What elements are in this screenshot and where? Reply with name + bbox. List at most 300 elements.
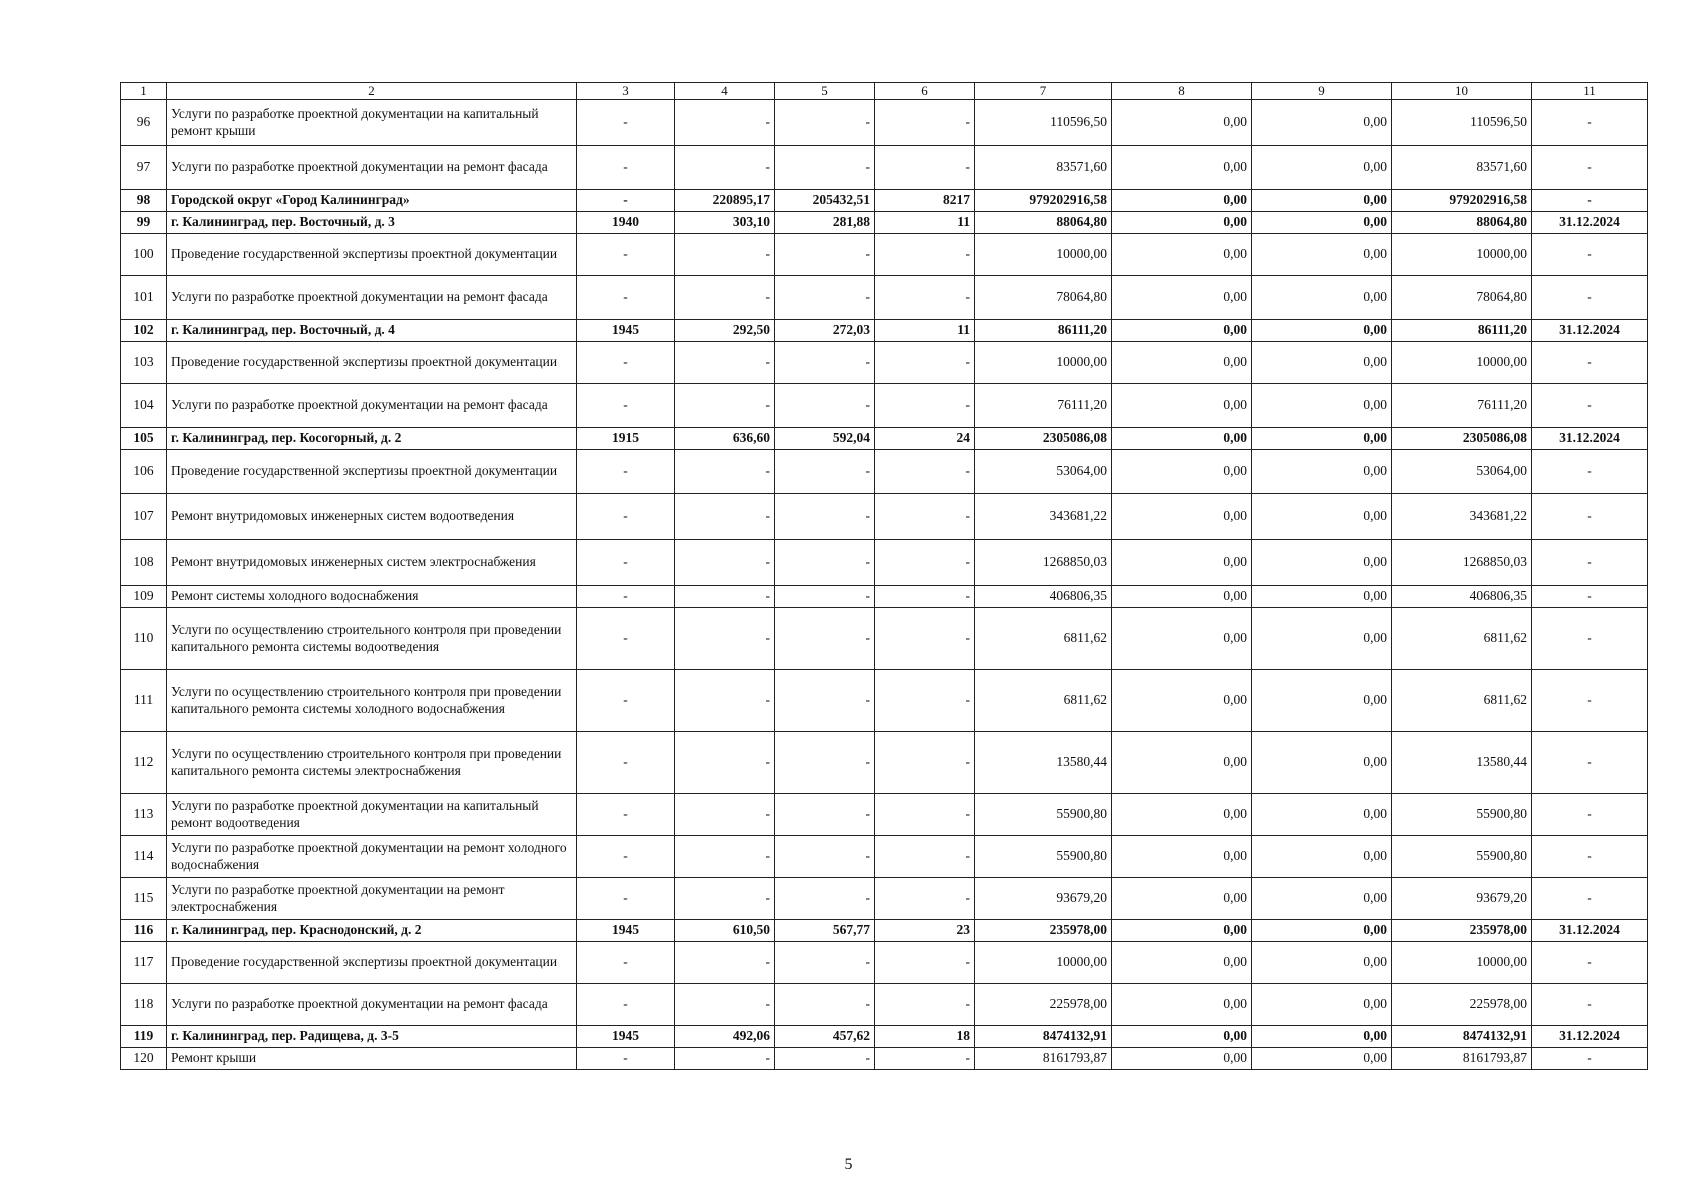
residents-count-cell: - bbox=[875, 586, 975, 608]
house-total-row bbox=[121, 320, 1648, 342]
completion-date-cell: - bbox=[1532, 540, 1648, 586]
residents-count-cell: - bbox=[875, 1048, 975, 1070]
column-8-amount-cell: 0,00 bbox=[1112, 428, 1252, 450]
commissioning-year-cell: - bbox=[577, 732, 675, 794]
commissioning-year-cell: - bbox=[577, 608, 675, 670]
work-name-cell: Услуги по осуществлению строительного контроля при проведении капитального ремонта системы холодного водоснабжения bbox=[167, 670, 577, 732]
work-name-cell: Проведение государственной экспертизы проектной документации bbox=[167, 342, 577, 384]
column-number-header: 7 bbox=[975, 83, 1112, 100]
work-item-row bbox=[121, 942, 1648, 984]
completion-date-cell: - bbox=[1532, 450, 1648, 494]
column-10-amount-cell: 13580,44 bbox=[1392, 732, 1532, 794]
work-name-cell: Ремонт крыши bbox=[167, 1048, 577, 1070]
work-item-row bbox=[121, 384, 1648, 428]
column-8-amount-cell: 0,00 bbox=[1112, 794, 1252, 836]
residential-area-cell: 205432,51 bbox=[775, 190, 875, 212]
residents-count-cell: - bbox=[875, 836, 975, 878]
column-9-amount-cell: 0,00 bbox=[1252, 1026, 1392, 1048]
column-10-amount-cell: 83571,60 bbox=[1392, 146, 1532, 190]
commissioning-year-cell: - bbox=[577, 836, 675, 878]
work-item-row bbox=[121, 608, 1648, 670]
completion-date-cell: - bbox=[1532, 384, 1648, 428]
column-number-header-row bbox=[121, 83, 1648, 100]
total-cost-cell: 8474132,91 bbox=[975, 1026, 1112, 1048]
residents-count-cell: - bbox=[875, 794, 975, 836]
residential-area-cell: 567,77 bbox=[775, 920, 875, 942]
total-cost-cell: 76111,20 bbox=[975, 384, 1112, 428]
work-name-cell: Услуги по разработке проектной документации на ремонт фасада bbox=[167, 384, 577, 428]
work-name-cell: Проведение государственной экспертизы проектной документации bbox=[167, 942, 577, 984]
total-cost-cell: 6811,62 bbox=[975, 608, 1112, 670]
column-10-amount-cell: 406806,35 bbox=[1392, 586, 1532, 608]
total-area-cell: - bbox=[675, 984, 775, 1026]
residents-count-cell: - bbox=[875, 494, 975, 540]
work-item-row bbox=[121, 276, 1648, 320]
column-10-amount-cell: 53064,00 bbox=[1392, 450, 1532, 494]
residential-area-cell: - bbox=[775, 586, 875, 608]
column-10-amount-cell: 93679,20 bbox=[1392, 878, 1532, 920]
total-area-cell: 303,10 bbox=[675, 212, 775, 234]
row-number-cell: 112 bbox=[121, 732, 167, 794]
total-area-cell: - bbox=[675, 836, 775, 878]
column-8-amount-cell: 0,00 bbox=[1112, 540, 1252, 586]
residential-area-cell: - bbox=[775, 670, 875, 732]
column-8-amount-cell: 0,00 bbox=[1112, 878, 1252, 920]
column-9-amount-cell: 0,00 bbox=[1252, 878, 1392, 920]
total-cost-cell: 86111,20 bbox=[975, 320, 1112, 342]
total-cost-cell: 406806,35 bbox=[975, 586, 1112, 608]
completion-date-cell: - bbox=[1532, 878, 1648, 920]
column-number-header: 9 bbox=[1252, 83, 1392, 100]
column-10-amount-cell: 76111,20 bbox=[1392, 384, 1532, 428]
residential-area-cell: - bbox=[775, 1048, 875, 1070]
completion-date-cell: 31.12.2024 bbox=[1532, 1026, 1648, 1048]
commissioning-year-cell: - bbox=[577, 794, 675, 836]
residential-area-cell: - bbox=[775, 234, 875, 276]
commissioning-year-cell: - bbox=[577, 984, 675, 1026]
column-9-amount-cell: 0,00 bbox=[1252, 984, 1392, 1026]
column-number-header: 8 bbox=[1112, 83, 1252, 100]
total-area-cell: 220895,17 bbox=[675, 190, 775, 212]
total-area-cell: - bbox=[675, 732, 775, 794]
column-10-amount-cell: 2305086,08 bbox=[1392, 428, 1532, 450]
work-item-row bbox=[121, 540, 1648, 586]
completion-date-cell: - bbox=[1532, 234, 1648, 276]
work-item-row bbox=[121, 146, 1648, 190]
total-area-cell: - bbox=[675, 494, 775, 540]
commissioning-year-cell: 1945 bbox=[577, 320, 675, 342]
column-9-amount-cell: 0,00 bbox=[1252, 234, 1392, 276]
work-name-cell: г. Калининград, пер. Восточный, д. 4 bbox=[167, 320, 577, 342]
work-item-row bbox=[121, 586, 1648, 608]
work-item-row bbox=[121, 1048, 1648, 1070]
completion-date-cell: - bbox=[1532, 984, 1648, 1026]
column-number-header: 11 bbox=[1532, 83, 1648, 100]
row-number-cell: 97 bbox=[121, 146, 167, 190]
column-8-amount-cell: 0,00 bbox=[1112, 920, 1252, 942]
total-cost-cell: 8161793,87 bbox=[975, 1048, 1112, 1070]
residential-area-cell: - bbox=[775, 540, 875, 586]
row-number-cell: 103 bbox=[121, 342, 167, 384]
house-total-row bbox=[121, 212, 1648, 234]
commissioning-year-cell: 1940 bbox=[577, 212, 675, 234]
row-number-cell: 104 bbox=[121, 384, 167, 428]
column-8-amount-cell: 0,00 bbox=[1112, 384, 1252, 428]
commissioning-year-cell: - bbox=[577, 494, 675, 540]
row-number-cell: 118 bbox=[121, 984, 167, 1026]
column-8-amount-cell: 0,00 bbox=[1112, 586, 1252, 608]
commissioning-year-cell: - bbox=[577, 1048, 675, 1070]
residential-area-cell: - bbox=[775, 878, 875, 920]
house-total-row bbox=[121, 1026, 1648, 1048]
residents-count-cell: - bbox=[875, 342, 975, 384]
column-9-amount-cell: 0,00 bbox=[1252, 146, 1392, 190]
row-number-cell: 102 bbox=[121, 320, 167, 342]
column-9-amount-cell: 0,00 bbox=[1252, 342, 1392, 384]
column-10-amount-cell: 235978,00 bbox=[1392, 920, 1532, 942]
row-number-cell: 99 bbox=[121, 212, 167, 234]
total-cost-cell: 78064,80 bbox=[975, 276, 1112, 320]
commissioning-year-cell: - bbox=[577, 586, 675, 608]
total-area-cell: 292,50 bbox=[675, 320, 775, 342]
column-8-amount-cell: 0,00 bbox=[1112, 984, 1252, 1026]
total-area-cell: 610,50 bbox=[675, 920, 775, 942]
total-area-cell: - bbox=[675, 276, 775, 320]
residential-area-cell: - bbox=[775, 450, 875, 494]
capital-repair-table bbox=[120, 82, 1648, 1070]
column-8-amount-cell: 0,00 bbox=[1112, 942, 1252, 984]
column-9-amount-cell: 0,00 bbox=[1252, 920, 1392, 942]
column-8-amount-cell: 0,00 bbox=[1112, 342, 1252, 384]
total-area-cell: - bbox=[675, 234, 775, 276]
residents-count-cell: - bbox=[875, 234, 975, 276]
total-area-cell: 492,06 bbox=[675, 1026, 775, 1048]
residents-count-cell: 11 bbox=[875, 212, 975, 234]
document-sheet bbox=[120, 82, 1648, 1070]
residents-count-cell: - bbox=[875, 276, 975, 320]
column-9-amount-cell: 0,00 bbox=[1252, 942, 1392, 984]
residents-count-cell: - bbox=[875, 384, 975, 428]
column-8-amount-cell: 0,00 bbox=[1112, 836, 1252, 878]
commissioning-year-cell: 1945 bbox=[577, 1026, 675, 1048]
column-9-amount-cell: 0,00 bbox=[1252, 494, 1392, 540]
column-10-amount-cell: 225978,00 bbox=[1392, 984, 1532, 1026]
work-name-cell: г. Калининград, пер. Косогорный, д. 2 bbox=[167, 428, 577, 450]
column-10-amount-cell: 10000,00 bbox=[1392, 234, 1532, 276]
work-name-cell: Услуги по разработке проектной документации на ремонт электроснабжения bbox=[167, 878, 577, 920]
work-name-cell: Ремонт внутридомовых инженерных систем электроснабжения bbox=[167, 540, 577, 586]
total-cost-cell: 110596,50 bbox=[975, 100, 1112, 146]
column-10-amount-cell: 10000,00 bbox=[1392, 942, 1532, 984]
row-number-cell: 110 bbox=[121, 608, 167, 670]
column-9-amount-cell: 0,00 bbox=[1252, 794, 1392, 836]
work-item-row bbox=[121, 100, 1648, 146]
residents-count-cell: - bbox=[875, 540, 975, 586]
completion-date-cell: - bbox=[1532, 732, 1648, 794]
completion-date-cell: - bbox=[1532, 836, 1648, 878]
work-item-row bbox=[121, 878, 1648, 920]
row-number-cell: 109 bbox=[121, 586, 167, 608]
column-8-amount-cell: 0,00 bbox=[1112, 146, 1252, 190]
total-area-cell: - bbox=[675, 450, 775, 494]
column-9-amount-cell: 0,00 bbox=[1252, 384, 1392, 428]
completion-date-cell: 31.12.2024 bbox=[1532, 920, 1648, 942]
completion-date-cell: - bbox=[1532, 146, 1648, 190]
column-9-amount-cell: 0,00 bbox=[1252, 276, 1392, 320]
residents-count-cell: - bbox=[875, 608, 975, 670]
row-number-cell: 108 bbox=[121, 540, 167, 586]
column-number-header: 4 bbox=[675, 83, 775, 100]
row-number-cell: 98 bbox=[121, 190, 167, 212]
total-cost-cell: 6811,62 bbox=[975, 670, 1112, 732]
completion-date-cell: - bbox=[1532, 342, 1648, 384]
commissioning-year-cell: - bbox=[577, 384, 675, 428]
residents-count-cell: - bbox=[875, 450, 975, 494]
completion-date-cell: - bbox=[1532, 942, 1648, 984]
completion-date-cell: - bbox=[1532, 100, 1648, 146]
work-item-row bbox=[121, 794, 1648, 836]
completion-date-cell: - bbox=[1532, 670, 1648, 732]
row-number-cell: 115 bbox=[121, 878, 167, 920]
column-number-header: 1 bbox=[121, 83, 167, 100]
work-item-row bbox=[121, 732, 1648, 794]
column-9-amount-cell: 0,00 bbox=[1252, 450, 1392, 494]
total-cost-cell: 2305086,08 bbox=[975, 428, 1112, 450]
row-number-cell: 120 bbox=[121, 1048, 167, 1070]
residents-count-cell: 24 bbox=[875, 428, 975, 450]
completion-date-cell: 31.12.2024 bbox=[1532, 212, 1648, 234]
work-item-row bbox=[121, 670, 1648, 732]
commissioning-year-cell: 1915 bbox=[577, 428, 675, 450]
residential-area-cell: - bbox=[775, 146, 875, 190]
column-9-amount-cell: 0,00 bbox=[1252, 320, 1392, 342]
column-8-amount-cell: 0,00 bbox=[1112, 450, 1252, 494]
completion-date-cell: - bbox=[1532, 794, 1648, 836]
column-number-header: 10 bbox=[1392, 83, 1532, 100]
completion-date-cell: - bbox=[1532, 276, 1648, 320]
work-item-row bbox=[121, 342, 1648, 384]
completion-date-cell: 31.12.2024 bbox=[1532, 320, 1648, 342]
column-8-amount-cell: 0,00 bbox=[1112, 212, 1252, 234]
total-cost-cell: 88064,80 bbox=[975, 212, 1112, 234]
column-8-amount-cell: 0,00 bbox=[1112, 320, 1252, 342]
page-number: 5 bbox=[844, 1156, 853, 1173]
commissioning-year-cell: - bbox=[577, 942, 675, 984]
residents-count-cell: - bbox=[875, 942, 975, 984]
residents-count-cell: - bbox=[875, 670, 975, 732]
commissioning-year-cell: 1945 bbox=[577, 920, 675, 942]
work-name-cell: г. Калининград, пер. Восточный, д. 3 bbox=[167, 212, 577, 234]
work-name-cell: Городской округ «Город Калининград» bbox=[167, 190, 577, 212]
work-name-cell: Услуги по осуществлению строительного контроля при проведении капитального ремонта системы электроснабжения bbox=[167, 732, 577, 794]
column-8-amount-cell: 0,00 bbox=[1112, 608, 1252, 670]
row-number-cell: 119 bbox=[121, 1026, 167, 1048]
work-name-cell: Ремонт системы холодного водоснабжения bbox=[167, 586, 577, 608]
residents-count-cell: 23 bbox=[875, 920, 975, 942]
commissioning-year-cell: - bbox=[577, 100, 675, 146]
work-name-cell: Проведение государственной экспертизы проектной документации bbox=[167, 234, 577, 276]
column-8-amount-cell: 0,00 bbox=[1112, 234, 1252, 276]
work-name-cell: Услуги по разработке проектной документации на ремонт фасада bbox=[167, 984, 577, 1026]
column-9-amount-cell: 0,00 bbox=[1252, 586, 1392, 608]
work-name-cell: Услуги по разработке проектной документации на ремонт холодного водоснабжения bbox=[167, 836, 577, 878]
total-cost-cell: 235978,00 bbox=[975, 920, 1112, 942]
total-area-cell: - bbox=[675, 942, 775, 984]
residents-count-cell: - bbox=[875, 100, 975, 146]
total-area-cell: - bbox=[675, 1048, 775, 1070]
work-name-cell: Ремонт внутридомовых инженерных систем водоотведения bbox=[167, 494, 577, 540]
residential-area-cell: 592,04 bbox=[775, 428, 875, 450]
house-total-row bbox=[121, 190, 1648, 212]
completion-date-cell: - bbox=[1532, 1048, 1648, 1070]
column-10-amount-cell: 8474132,91 bbox=[1392, 1026, 1532, 1048]
commissioning-year-cell: - bbox=[577, 670, 675, 732]
residents-count-cell: - bbox=[875, 732, 975, 794]
residential-area-cell: 272,03 bbox=[775, 320, 875, 342]
total-area-cell: - bbox=[675, 100, 775, 146]
total-cost-cell: 93679,20 bbox=[975, 878, 1112, 920]
total-area-cell: - bbox=[675, 146, 775, 190]
commissioning-year-cell: - bbox=[577, 234, 675, 276]
work-name-cell: г. Калининград, пер. Краснодонский, д. 2 bbox=[167, 920, 577, 942]
commissioning-year-cell: - bbox=[577, 146, 675, 190]
column-8-amount-cell: 0,00 bbox=[1112, 1048, 1252, 1070]
residents-count-cell: - bbox=[875, 878, 975, 920]
total-area-cell: - bbox=[675, 384, 775, 428]
column-9-amount-cell: 0,00 bbox=[1252, 190, 1392, 212]
total-area-cell: - bbox=[675, 794, 775, 836]
total-area-cell: 636,60 bbox=[675, 428, 775, 450]
house-total-row bbox=[121, 920, 1648, 942]
column-10-amount-cell: 6811,62 bbox=[1392, 608, 1532, 670]
row-number-cell: 116 bbox=[121, 920, 167, 942]
total-cost-cell: 55900,80 bbox=[975, 794, 1112, 836]
total-area-cell: - bbox=[675, 878, 775, 920]
row-number-cell: 101 bbox=[121, 276, 167, 320]
column-9-amount-cell: 0,00 bbox=[1252, 608, 1392, 670]
residential-area-cell: - bbox=[775, 276, 875, 320]
row-number-cell: 106 bbox=[121, 450, 167, 494]
residential-area-cell: - bbox=[775, 494, 875, 540]
residential-area-cell: - bbox=[775, 608, 875, 670]
column-9-amount-cell: 0,00 bbox=[1252, 670, 1392, 732]
column-9-amount-cell: 0,00 bbox=[1252, 836, 1392, 878]
work-name-cell: Услуги по разработке проектной документации на капитальный ремонт водоотведения bbox=[167, 794, 577, 836]
row-number-cell: 107 bbox=[121, 494, 167, 540]
column-9-amount-cell: 0,00 bbox=[1252, 732, 1392, 794]
work-name-cell: Услуги по разработке проектной документации на ремонт фасада bbox=[167, 276, 577, 320]
residential-area-cell: - bbox=[775, 836, 875, 878]
residents-count-cell: 8217 bbox=[875, 190, 975, 212]
column-10-amount-cell: 6811,62 bbox=[1392, 670, 1532, 732]
table-body bbox=[121, 83, 1648, 1070]
commissioning-year-cell: - bbox=[577, 878, 675, 920]
work-item-row bbox=[121, 234, 1648, 276]
column-9-amount-cell: 0,00 bbox=[1252, 100, 1392, 146]
total-area-cell: - bbox=[675, 586, 775, 608]
work-item-row bbox=[121, 450, 1648, 494]
total-cost-cell: 10000,00 bbox=[975, 342, 1112, 384]
total-cost-cell: 53064,00 bbox=[975, 450, 1112, 494]
column-10-amount-cell: 55900,80 bbox=[1392, 836, 1532, 878]
work-name-cell: Услуги по осуществлению строительного контроля при проведении капитального ремонта системы водоотведения bbox=[167, 608, 577, 670]
column-8-amount-cell: 0,00 bbox=[1112, 190, 1252, 212]
residents-count-cell: - bbox=[875, 984, 975, 1026]
row-number-cell: 100 bbox=[121, 234, 167, 276]
work-name-cell: г. Калининград, пер. Радищева, д. 3-5 bbox=[167, 1026, 577, 1048]
residents-count-cell: 18 bbox=[875, 1026, 975, 1048]
total-cost-cell: 55900,80 bbox=[975, 836, 1112, 878]
residential-area-cell: - bbox=[775, 100, 875, 146]
total-area-cell: - bbox=[675, 540, 775, 586]
column-10-amount-cell: 8161793,87 bbox=[1392, 1048, 1532, 1070]
completion-date-cell: - bbox=[1532, 494, 1648, 540]
completion-date-cell: - bbox=[1532, 190, 1648, 212]
column-number-header: 2 bbox=[167, 83, 577, 100]
work-name-cell: Услуги по разработке проектной документации на ремонт фасада bbox=[167, 146, 577, 190]
column-10-amount-cell: 88064,80 bbox=[1392, 212, 1532, 234]
total-cost-cell: 225978,00 bbox=[975, 984, 1112, 1026]
column-8-amount-cell: 0,00 bbox=[1112, 732, 1252, 794]
total-cost-cell: 343681,22 bbox=[975, 494, 1112, 540]
column-10-amount-cell: 78064,80 bbox=[1392, 276, 1532, 320]
column-9-amount-cell: 0,00 bbox=[1252, 540, 1392, 586]
column-10-amount-cell: 979202916,58 bbox=[1392, 190, 1532, 212]
residential-area-cell: - bbox=[775, 984, 875, 1026]
residential-area-cell: 457,62 bbox=[775, 1026, 875, 1048]
column-8-amount-cell: 0,00 bbox=[1112, 276, 1252, 320]
column-number-header: 3 bbox=[577, 83, 675, 100]
total-cost-cell: 83571,60 bbox=[975, 146, 1112, 190]
column-9-amount-cell: 0,00 bbox=[1252, 1048, 1392, 1070]
total-cost-cell: 979202916,58 bbox=[975, 190, 1112, 212]
column-10-amount-cell: 86111,20 bbox=[1392, 320, 1532, 342]
row-number-cell: 111 bbox=[121, 670, 167, 732]
commissioning-year-cell: - bbox=[577, 540, 675, 586]
row-number-cell: 113 bbox=[121, 794, 167, 836]
column-9-amount-cell: 0,00 bbox=[1252, 428, 1392, 450]
column-10-amount-cell: 10000,00 bbox=[1392, 342, 1532, 384]
residential-area-cell: - bbox=[775, 384, 875, 428]
completion-date-cell: 31.12.2024 bbox=[1532, 428, 1648, 450]
work-name-cell: Услуги по разработке проектной документации на капитальный ремонт крыши bbox=[167, 100, 577, 146]
commissioning-year-cell: - bbox=[577, 342, 675, 384]
completion-date-cell: - bbox=[1532, 586, 1648, 608]
row-number-cell: 114 bbox=[121, 836, 167, 878]
total-cost-cell: 10000,00 bbox=[975, 942, 1112, 984]
column-number-header: 6 bbox=[875, 83, 975, 100]
residential-area-cell: - bbox=[775, 942, 875, 984]
house-total-row bbox=[121, 428, 1648, 450]
total-area-cell: - bbox=[675, 670, 775, 732]
residential-area-cell: 281,88 bbox=[775, 212, 875, 234]
column-8-amount-cell: 0,00 bbox=[1112, 100, 1252, 146]
commissioning-year-cell: - bbox=[577, 190, 675, 212]
total-cost-cell: 10000,00 bbox=[975, 234, 1112, 276]
commissioning-year-cell: - bbox=[577, 450, 675, 494]
column-number-header: 5 bbox=[775, 83, 875, 100]
work-name-cell: Проведение государственной экспертизы проектной документации bbox=[167, 450, 577, 494]
residents-count-cell: 11 bbox=[875, 320, 975, 342]
residents-count-cell: - bbox=[875, 146, 975, 190]
column-10-amount-cell: 110596,50 bbox=[1392, 100, 1532, 146]
work-item-row bbox=[121, 984, 1648, 1026]
residential-area-cell: - bbox=[775, 342, 875, 384]
column-10-amount-cell: 343681,22 bbox=[1392, 494, 1532, 540]
work-item-row bbox=[121, 494, 1648, 540]
total-cost-cell: 13580,44 bbox=[975, 732, 1112, 794]
total-area-cell: - bbox=[675, 608, 775, 670]
